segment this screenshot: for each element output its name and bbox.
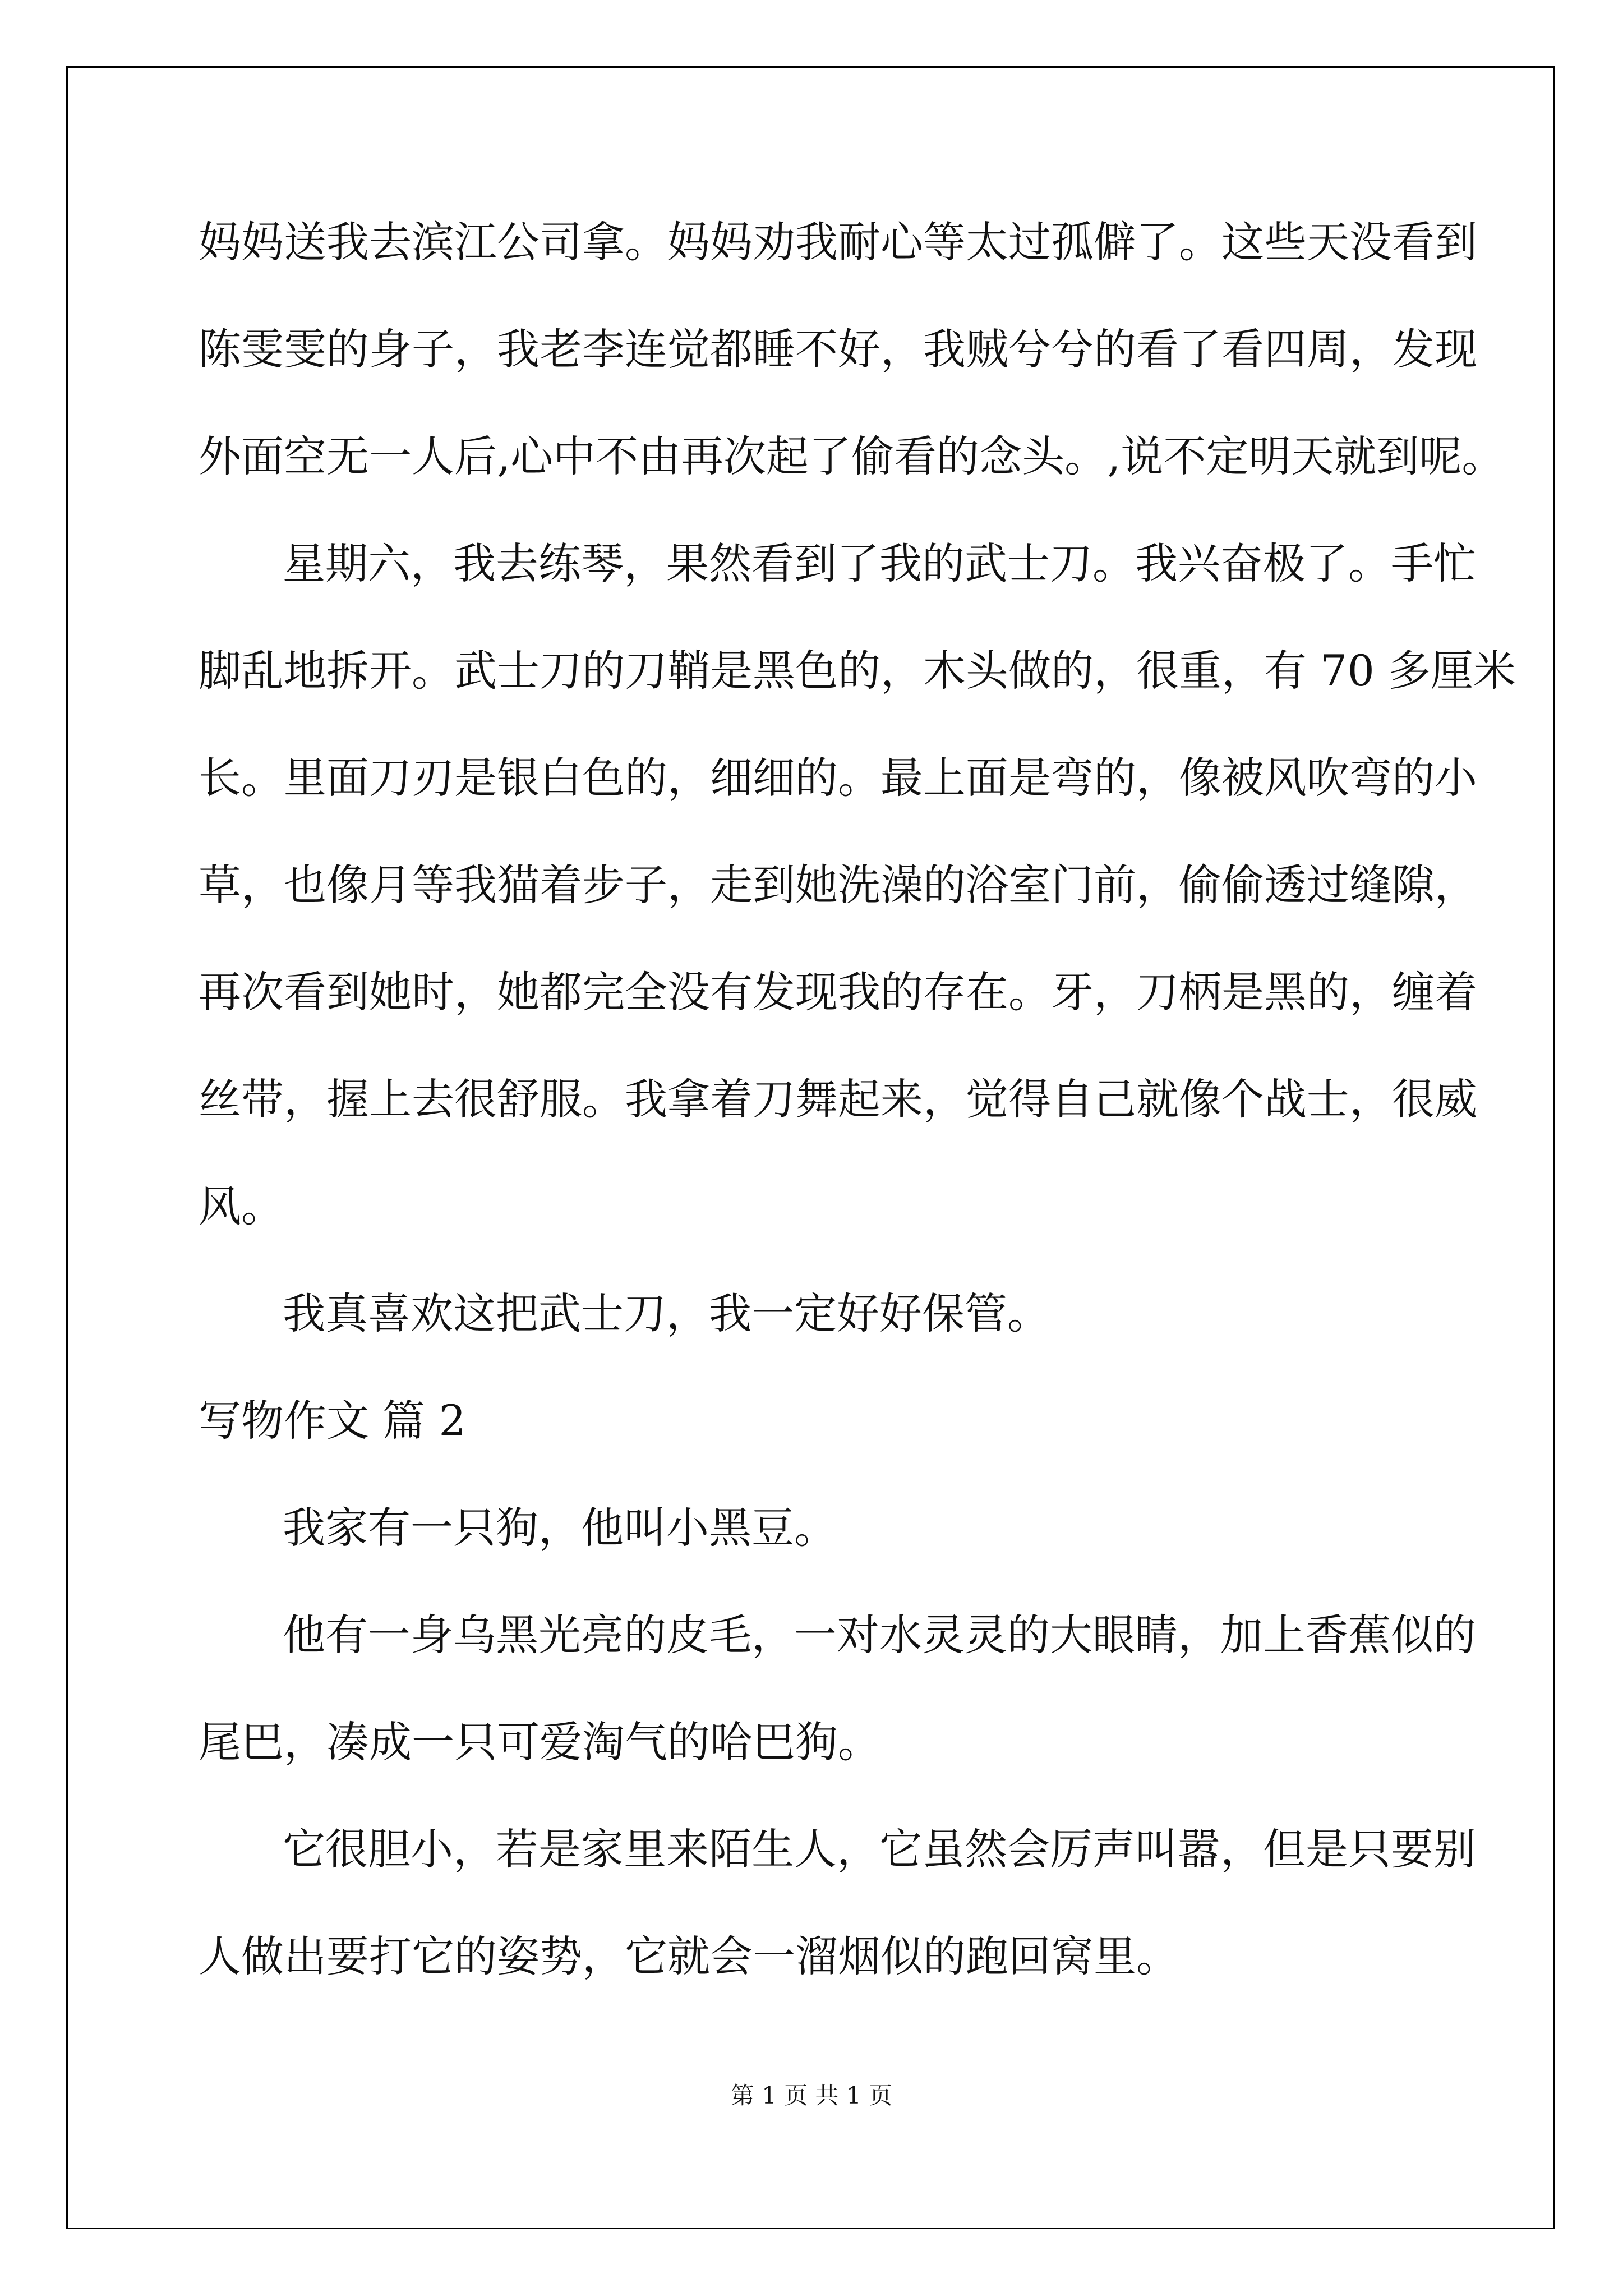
- paragraph-first-line: 我家有一只狗，他叫小黑豆。: [283, 1503, 837, 1553]
- paragraph-first-line: 它很胆小，若是家里来陌生人，它虽然会厉声叫嚣，但是只要别: [283, 1824, 1476, 1874]
- paragraph-first-line: 我真喜欢这把武士刀，我一定好好保管。: [283, 1289, 1050, 1338]
- text-line: 丝带，握上去很舒服。我拿着刀舞起来，觉得自己就像个战士，很威: [199, 1074, 1477, 1124]
- text-line: 妈妈送我去滨江公司拿。妈妈劝我耐心等太过孤僻了。这些天没看到: [199, 217, 1477, 267]
- text-line: 长。里面刀刃是银白色的，细细的。最上面是弯的，像被风吹弯的小: [199, 753, 1477, 803]
- page-border: [66, 66, 1555, 2229]
- text-line: 人做出要打它的姿势，它就会一溜烟似的跑回窝里。: [199, 1931, 1179, 1981]
- text-line: 尾巴，凑成一只可爱淘气的哈巴狗。: [199, 1717, 880, 1767]
- text-line: 草，也像月等我猫着步子，走到她洗澡的浴室门前，偷偷透过缝隙，: [199, 860, 1477, 910]
- text-line: 外面空无一人后,心中不由再次起了偷看的念头。,说不定明天就到呢。: [199, 431, 1505, 481]
- page-footer: 第 1 页 共 1 页: [730, 2082, 893, 2109]
- text-line: 陈雯雯的身子，我老李连觉都睡不好，我贼兮兮的看了看四周，发现: [199, 324, 1477, 374]
- section-heading: 写物作文 篇 2: [199, 1396, 466, 1446]
- text-line: 脚乱地拆开。武士刀的刀鞘是黑色的，木头做的，很重，有 70 多厘米: [199, 646, 1516, 696]
- text-line: 再次看到她时，她都完全没有发现我的存在。牙，刀柄是黑的，缠着: [199, 967, 1477, 1017]
- paragraph-first-line: 他有一身乌黑光亮的皮毛，一对水灵灵的大眼睛，加上香蕉似的: [283, 1610, 1476, 1660]
- paragraph-first-line: 星期六，我去练琴，果然看到了我的武士刀。我兴奋极了。手忙: [283, 539, 1476, 588]
- text-line: 风。: [199, 1181, 284, 1231]
